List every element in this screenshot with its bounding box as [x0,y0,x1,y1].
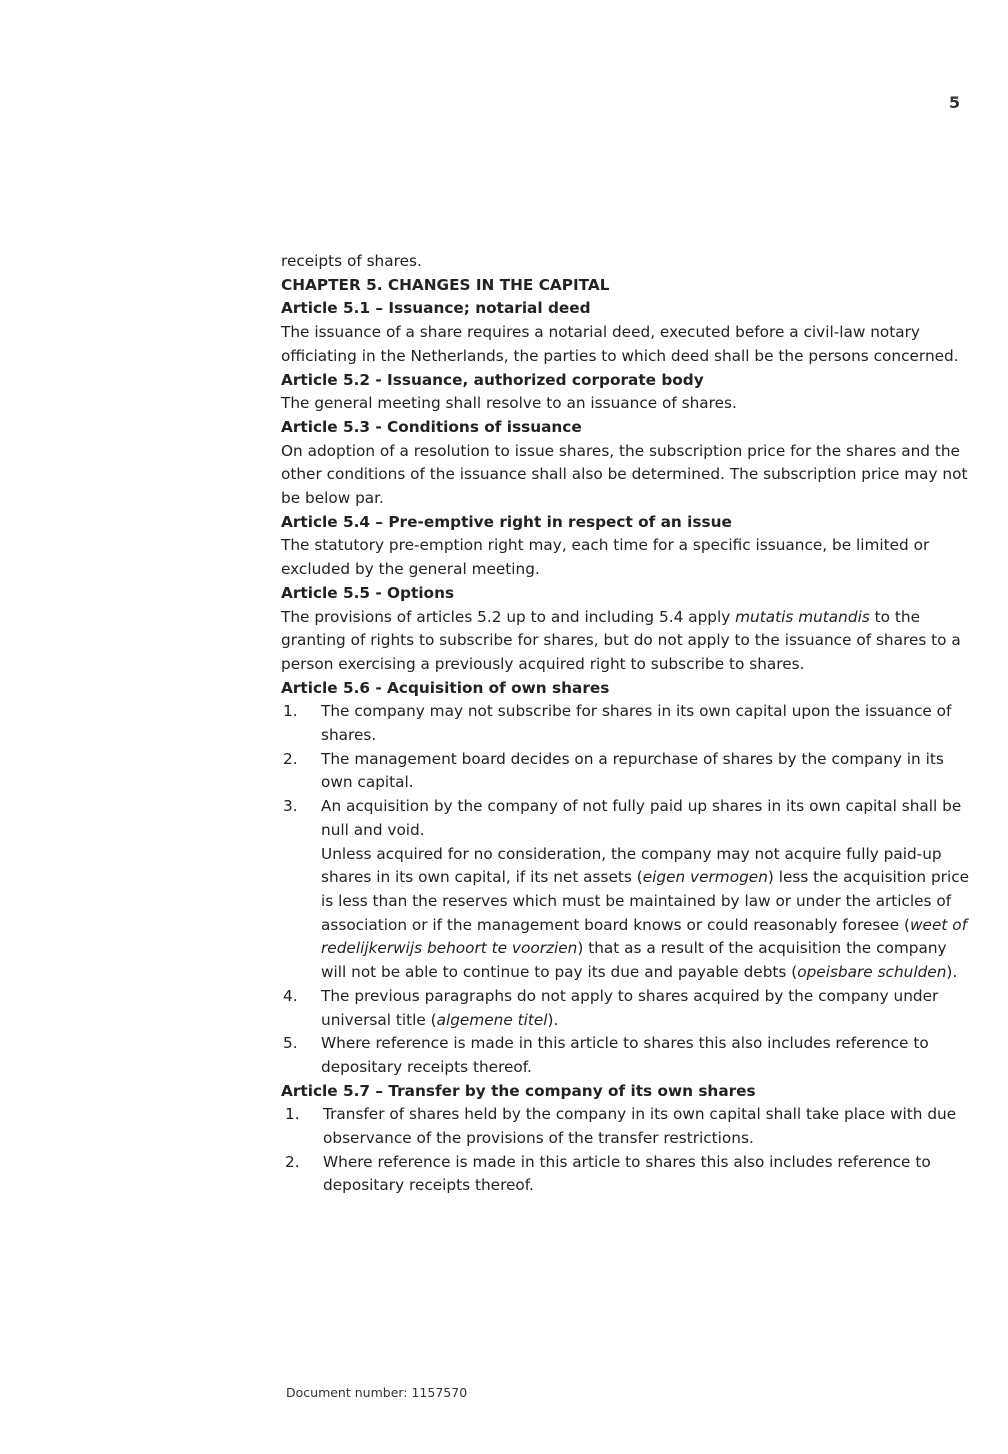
document-number-footer: Document number: 1157570 [286,1385,468,1400]
article-5-7-list [285,1103,971,1198]
intro-text: receipts of shares. [281,252,422,270]
chapter-title: CHAPTER 5. CHANGES IN THE CAPITAL [281,275,610,294]
article-5-2-title: Article 5.2 - Issuance, authorized corporate body [281,370,704,389]
article-5-6-title: Article 5.6 - Acquisition of own shares [281,678,610,697]
list-item: 1. The company may not subscribe for shares in its own capital upon the issuance of shares. [283,702,952,745]
article-5-1-title: Article 5.1 – Issuance; notarial deed [281,299,591,318]
article-5-3-text: On adoption of a resolution to issue shares, the subscription price for the shares and the other conditions of the issuance shall also be determined. The subscription price may not be below par. [281,441,968,508]
list-item: 5. Where reference is made in this article to shares this also includes reference to depositary receipts thereof. [283,1034,929,1076]
article-5-4-text: The statutory pre-emption right may, each time for a specific issuance, be limited or excluded by the general meeting. [281,536,930,579]
list-item: 4. The previous paragraphs do not apply to shares acquired by the company under universal title (algemene titel). [283,986,939,1029]
article-5-7-title: Article 5.7 – Transfer by the company of its own shares [281,1081,756,1100]
list-item: 1. Transfer of shares held by the company in its own capital shall take place with due observance of the provisions of the transfer restrictions. [285,1105,957,1148]
list-item: 3. An acquisition by the company of not fully paid up shares in its own capital shall be null and void. Unless acquired for no consideration, the company may not acquire fully paid-up shares in its own capital, if its net assets (eigen vermogen) less the acquisition price is less than the reserves which must be maintained by law or under the articles of association or if the management board knows or could reasonably foresee (weet of redelijkerwijs behoort te voorzien) that as a result of the acquisition the company will not be able to continue to pay its due and payable debts (opeisbare schulden). [283,797,970,982]
page-number: 5 [949,93,961,112]
article-5-3-title: Article 5.3 - Conditions of issuance [281,417,582,436]
list-item: 2. Where reference is made in this article to shares this also includes reference to depositary receipts thereof. [285,1152,931,1195]
article-5-2-text: The general meeting shall resolve to an issuance of shares. [281,394,737,413]
article-5-4-title: Article 5.4 – Pre-emptive right in respect of an issue [281,512,732,531]
article-5-5-title: Article 5.5 - Options [281,583,455,602]
article-5-1-text: The issuance of a share requires a notarial deed, executed before a civil-law notary officiating in the Netherlands, the parties to which deed shall be the persons concerned. [281,323,959,365]
article-5-6-list [283,700,971,1079]
list-item: 2. The management board decides on a repurchase of shares by the company in its own capital. [283,749,944,792]
article-5-5-text: The provisions of articles 5.2 up to and including 5.4 apply mutatis mutandis to the granting of rights to subscribe for shares, but do not apply to the issuance of shares to a person exercising a previously acquired right to subscribe to shares. [281,607,961,673]
document-body [281,250,971,1198]
